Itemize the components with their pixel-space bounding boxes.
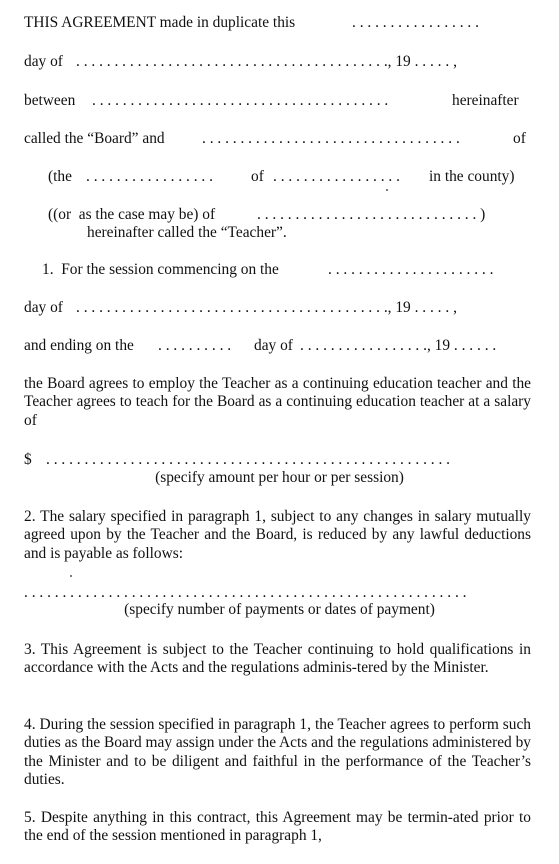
case-may-be-label: ((or as the case may be) of	[48, 206, 216, 223]
payment-schedule-caption: (specify number of payments or dates of payment)	[124, 601, 435, 618]
session-start-blank: . . . . . . . . . . . . . . . . . . . . . .	[328, 261, 494, 278]
between-label: between	[24, 92, 76, 109]
teacher-name-blank: . . . . . . . . . . . . . . . . . . . . . . . . . . . . . . . . . .	[202, 130, 460, 147]
session-end-blank: . . . . . . . . . .	[158, 337, 232, 354]
ending-on-label: and ending on the	[24, 337, 134, 354]
the-label: (the	[48, 168, 72, 185]
dollar-sign: $	[24, 451, 32, 468]
teacher-definition: hereinafter called the “Teacher”.	[87, 224, 287, 241]
day-of-label-3: day of	[254, 337, 293, 354]
salary-amount-caption: (specify amount per hour or per session)	[155, 469, 404, 486]
called-board-label: called the “Board” and	[24, 130, 165, 147]
salary-amount-blank: . . . . . . . . . . . . . . . . . . . . . . . . . . . . . . . . . . . . . . . . . . . . . . . . . . . . .	[46, 451, 451, 468]
county-label: in the county)	[429, 168, 515, 185]
para4-body: 4. During the session specified in paragraph 1, the Teacher agrees to perform such duties as the Board may assign under the Acts and the regulations administered by the Minister and to be diligent and faithful in the performance of the Teacher’s duties.	[24, 716, 531, 788]
hereinafter-label: hereinafter	[452, 92, 519, 109]
para2-body: 2. The salary specified in paragraph 1, subject to any changes in salary mutually agreed upon by the Teacher and the Board, is reduced by any lawful deductions and is payable as follows:	[24, 508, 531, 562]
municipality-blank: . . . . . . . . . . . . . . . . .	[273, 168, 400, 185]
para1-body: the Board agrees to employ the Teacher as a continuing education teacher and the Teacher agrees to teach for the Board as a continuing education teacher at a salary of	[24, 375, 531, 429]
session-start-date-blank: . . . . . . . . . . . . . . . . . . . . . . . . . . . . . . . . . . . . . . . . ., 19 . . . . . ,	[76, 299, 457, 316]
day-of-label-2: day of	[24, 299, 63, 316]
scan-speck	[386, 189, 388, 191]
intro-heading: THIS AGREEMENT made in duplicate this	[24, 14, 296, 31]
of-label-2: of	[251, 168, 264, 185]
day-of-blank: . . . . . . . . . . . . . . . . . . . . . . . . . . . . . . . . . . . . . . . . ., 19 . . . . . ,	[76, 53, 457, 70]
para5-body: 5. Despite anything in this contract, this Agreement may be termin-ated prior to the end of the session mentioned in paragraph 1,	[24, 809, 531, 845]
of-label: of	[513, 130, 526, 147]
day-of-label: day of	[24, 53, 63, 70]
municipality-type-blank: . . . . . . . . . . . . . . . . .	[86, 168, 213, 185]
date-blank: . . . . . . . . . . . . . . . . .	[352, 14, 479, 31]
board-name-blank: . . . . . . . . . . . . . . . . . . . . . . . . . . . . . . . . . . . . . . .	[92, 92, 389, 109]
session-end-date-blank: . . . . . . . . . . . . . . . . ., 19 . . . . . .	[300, 337, 497, 354]
payment-schedule-blank: . . . . . . . . . . . . . . . . . . . . . . . . . . . . . . . . . . . . . . . . . . . . . . . . . . . . . . . . . .	[24, 584, 467, 601]
scan-speck	[70, 575, 72, 577]
session-commencing-label: 1. For the session commencing on the	[42, 261, 279, 278]
para3-body: 3. This Agreement is subject to the Teacher continuing to hold qualifications in accordance with the Acts and the regulations adminis-tered by the Minister.	[24, 641, 531, 677]
county-blank: . . . . . . . . . . . . . . . . . . . . . . . . . . . . . )	[257, 206, 486, 223]
